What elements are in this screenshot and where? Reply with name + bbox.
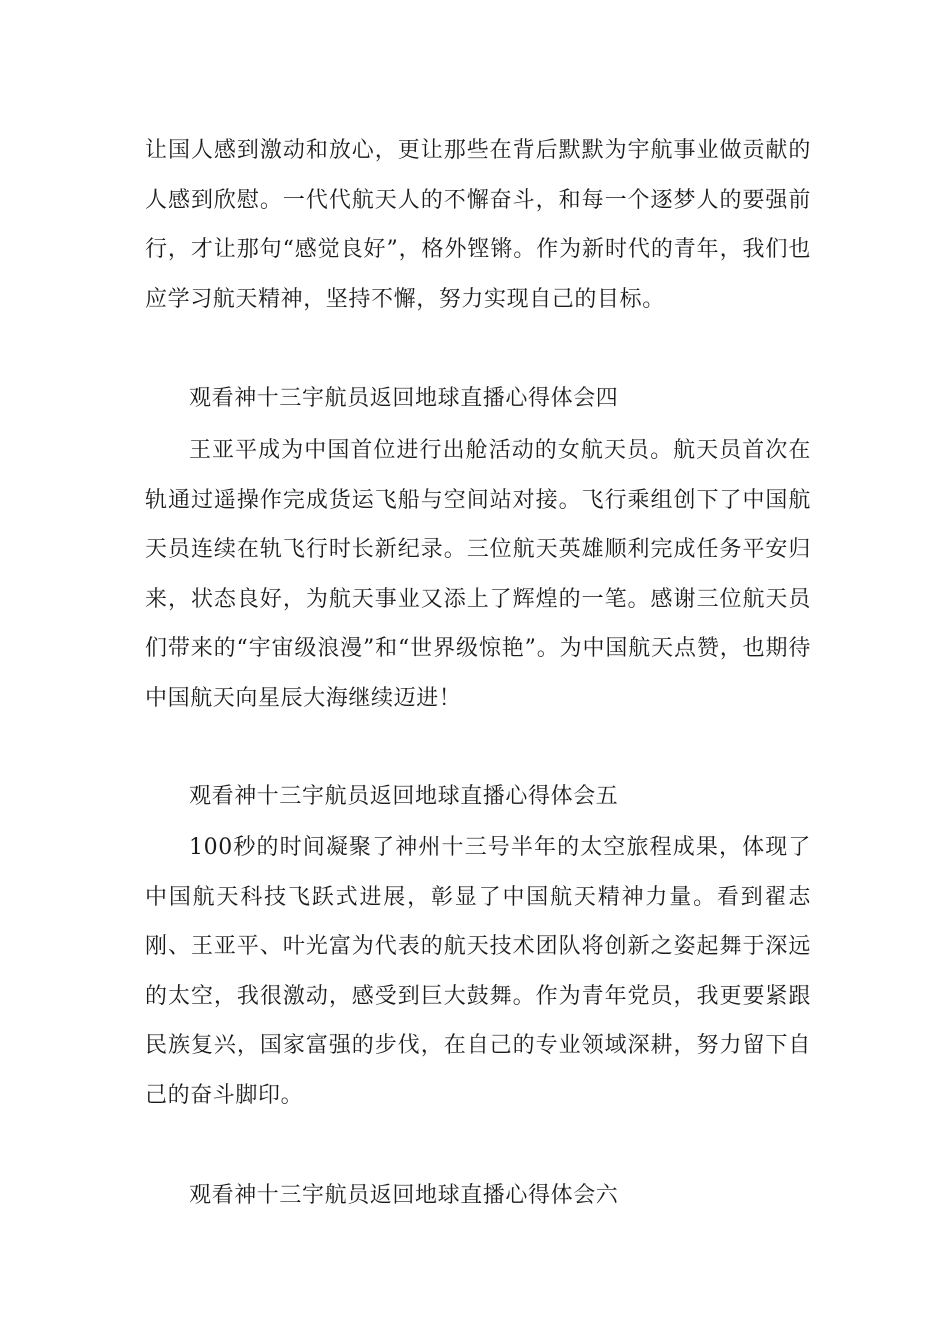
section-heading-five: 观看神十三宇航员返回地球直播心得体会五: [189, 784, 619, 809]
section-paragraph-five: [145, 823, 811, 1121]
section-heading-six: 观看神十三宇航员返回地球直播心得体会六: [189, 1183, 619, 1208]
paragraph-text: 100秒的时间凝聚了神州十三号半年的太空旅程成果，体现了中国航天科技飞跃式进展，彰显了中国航天精神力量。看到翟志刚、王亚平、叶光富为代表的航天技术团队将创新之姿起舞于深远的太空，我很激动，感受到巨大鼓舞。作为青年党员，我更要紧跟民族复兴，国家富强的步伐，在自己的专业领域深耕，努力留下自己的奋斗脚印。: [145, 835, 811, 1108]
continuation-paragraph: [145, 126, 811, 324]
paragraph-text: 让国人感到激动和放心，更让那些在背后默默为宇航事业做贡献的人感到欣慰。一代代航天人的不懈奋斗，和每一个逐梦人的要强前行，才让那句“感觉良好”，格外铿锵。作为新时代的青年，我们也应学习航天精神，坚持不懈，努力实现自己的目标。: [145, 138, 811, 312]
paragraph-text: 王亚平成为中国首位进行出舱活动的女航天员。航天员首次在轨通过遥操作完成货运飞船与空间站对接。飞行乘组创下了中国航天员连续在轨飞行时长新纪录。三位航天英雄顺利完成任务平安归来，状态良好，为航天事业又添上了辉煌的一笔。感谢三位航天员们带来的“宇宙级浪漫”和“世界级惊艳”。为中国航天点赞，也期待中国航天向星辰大海继续迈进！: [145, 438, 811, 711]
section-heading-four: 观看神十三宇航员返回地球直播心得体会四: [189, 386, 619, 411]
section-paragraph-four: [145, 426, 811, 724]
